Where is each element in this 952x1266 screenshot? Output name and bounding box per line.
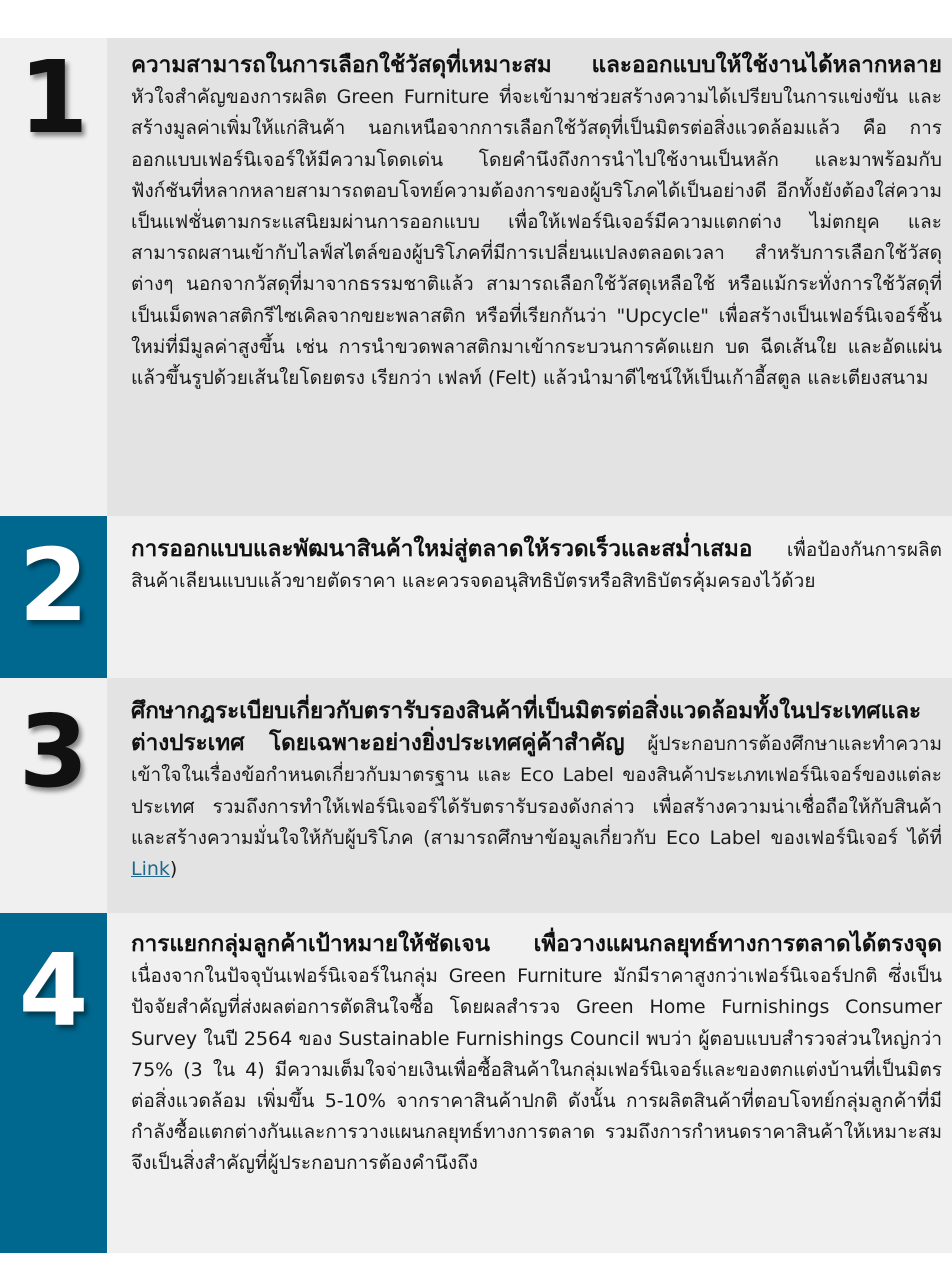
section-heading: ศึกษากฎระเบียบเกี่ยวกับตรารับรองสินค้าที่เป็นมิตรต่อสิ่งแวดล้อมทั้งในประเทศและต่างประเทศ โดยเฉพาะอย่างยิ่งประเทศคู่ค้าสำคัญ [131,698,922,757]
section-heading: การออกแบบและพัฒนาสินค้าใหม่สู่ตลาดให้รวดเร็วและสม่ำเสมอ [131,536,753,562]
section-body-tail: ) [169,858,178,881]
section-body: ผู้ประกอบการต้องศึกษาและทำความเข้าใจในเรื่องข้อกำหนดเกี่ยวกับมาตรฐาน และ Eco Label ของสินค้าประเภทเฟอร์นิเจอร์ของแต่ละประเทศ รวมถึงการทำให้เฟอร์นิเจอร์ได้รับตรารับรองดังกล่าว เพื่อสร้างความน่าเชื่อถือให้กับสินค้า และสร้างความมั่นใจให้กับผู้บริโภค (สามารถศึกษาข้อมูลเกี่ยวกับ Eco Label ของเฟอร์นิเจอร์ ได้ที่ [131,733,942,849]
section-number: 4 [0,913,107,1253]
section-text [107,38,952,516]
section-body: หัวใจสำคัญของการผลิต Green Furniture ที่จะเข้ามาช่วยสร้างความได้เปรียบในการแข่งขัน และสร้างมูลค่าเพิ่มให้แก่สินค้า นอกเหนือจากการเลือกใช้วัสดุที่เป็นมิตรต่อสิ่งแวดล้อมแล้ว คือ การออกแบบเฟอร์นิเจอร์ให้มีความโดดเด่น โดยคำนึงถึงการนำไปใช้งานเป็นหลัก และมาพร้อมกับฟังก์ชันที่หลากหลายสามารถตอบโจทย์ความต้องการของผู้บริโภคได้เป็นอย่างดี อีกทั้งยังต้องใส่ความเป็นแฟชั่นตามกระแสนิยมผ่านการออกแบบ เพื่อให้เฟอร์นิเจอร์มีความแตกต่าง ไม่ตกยุค และสามารถผสานเข้ากับไลฟ์สไตล์ของผู้บริโภคที่มีการเปลี่ยนแปลงตลอดเวลา สำหรับการเลือกใช้วัสดุต่างๆ นอกจากวัสดุที่มาจากธรรมชาติแล้ว สามารถเลือกใช้วัสดุเหลือใช้ หรือแม้กระทั่งการใช้วัสดุที่เป็นเม็ดพลาสติกรีไซเคิลจากขยะพลาสติก หรือที่เรียกกันว่า "Upcycle" เพื่อสร้างเป็นเฟอร์นิเจอร์ชิ้นใหม่ที่มีมูลค่าสูงขึ้น เช่น การนำขวดพลาสติกมาเข้ากระบวนการคัดแยก บด ฉีดเส้นใย และอัดแผ่น แล้วขึ้นรูปด้วยเส้นใยโดยตรง เรียกว่า เฟลท์ (Felt) แล้วนำมาดีไซน์ให้เป็นเก้าอี้สตูล และเตียงสนาม [131,86,942,390]
section-heading: การแยกกลุ่มลูกค้าเป้าหมายให้ชัดเจน เพื่อวางแผนกลยุทธ์ทางการตลาดได้ตรงจุด [131,931,942,957]
eco-label-link[interactable]: Link [131,858,170,881]
section-3 [0,678,952,913]
section-text [107,516,952,678]
section-number: 3 [0,678,107,913]
section-text [107,913,952,1253]
section-body: เพื่อป้องกันการผลิตสินค้าเลียนแบบแล้วขายตัดราคา และควรจดอนุสิทธิบัตรหรือสิทธิบัตรคุ้มครองไว้ด้วย [131,539,942,593]
section-text [107,678,952,913]
section-heading: ความสามารถในการเลือกใช้วัสดุที่เหมาะสม และออกแบบให้ใช้งานได้หลากหลาย [131,52,942,78]
section-body: เนื่องจากในปัจจุบันเฟอร์นิเจอร์ในกลุ่ม Green Furniture มักมีราคาสูงกว่าเฟอร์นิเจอร์ปกติ ซึ่งเป็นปัจจัยสำคัญที่ส่งผลต่อการตัดสินใจซื้อ โดยผลสำรวจ Green Home Furnishings Consumer Survey ในปี 2564 ของ Sustainable Furnishings Council พบว่า ผู้ตอบแบบสำรวจส่วนใหญ่กว่า 75% (3 ใน 4) มีความเต็มใจจ่ายเงินเพื่อซื้อสินค้าในกลุ่มเฟอร์นิเจอร์และของตกแต่งบ้านที่เป็นมิตรต่อสิ่งแวดล้อม เพิ่มขึ้น 5-10% จากราคาสินค้าปกติ ดังนั้น การผลิตสินค้าที่ตอบโจทย์กลุ่มลูกค้าที่มีกำลังซื้อแตกต่างกันและการวางแผนกลยุทธ์ทางการตลาด รวมถึงการกำหนดราคาสินค้าให้เหมาะสมจึงเป็นสิ่งสำคัญที่ผู้ประกอบการต้องคำนึงถึง [131,965,942,1175]
section-4 [0,913,952,1253]
content-list [0,38,952,1253]
section-2 [0,516,952,678]
section-number: 2 [0,516,107,678]
section-number: 1 [0,38,107,516]
section-1 [0,38,952,516]
